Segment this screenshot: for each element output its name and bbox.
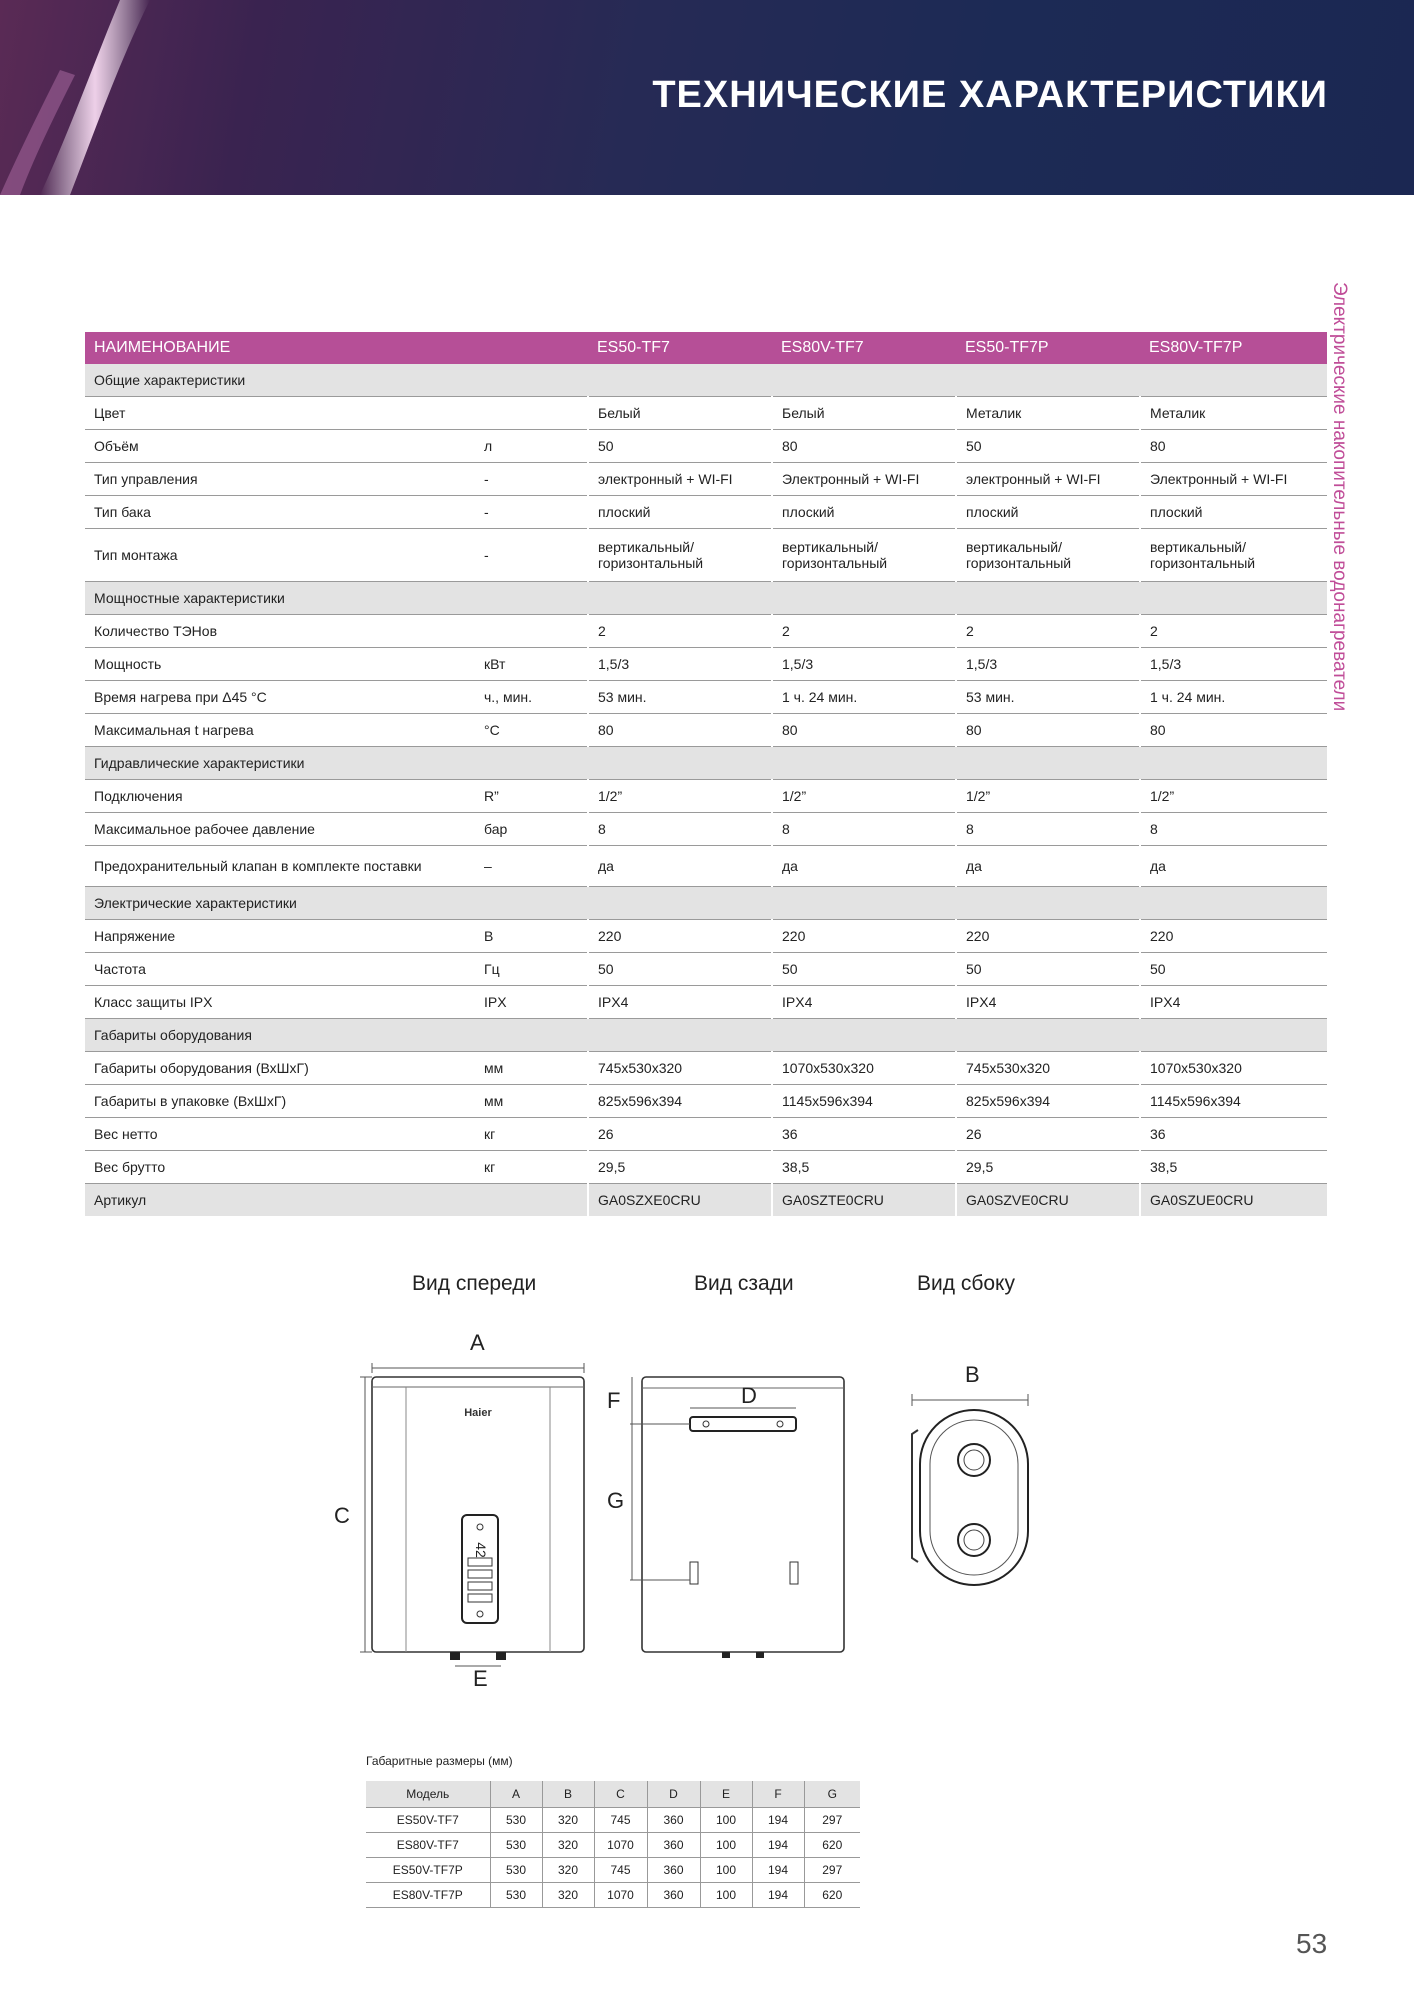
- spec-row: [85, 714, 1327, 747]
- dimension-c-label: C: [334, 1503, 350, 1528]
- spec-row: [85, 846, 1327, 887]
- spec-value: IPX4: [956, 986, 1140, 1019]
- page-number: 53: [1296, 1928, 1328, 1959]
- dimensions-cell: 530: [490, 1808, 542, 1833]
- spec-header-row: [85, 332, 1327, 364]
- spec-row: [85, 463, 1327, 496]
- spec-value: 1/2”: [772, 780, 956, 813]
- spec-unit: мм: [475, 1085, 588, 1118]
- spec-header-cell: НАИМЕНОВАНИЕ: [85, 332, 475, 364]
- spec-value: 80: [1140, 430, 1327, 463]
- spec-unit: [475, 397, 588, 430]
- back-view-drawing: [630, 1370, 850, 1670]
- spec-row: [85, 986, 1327, 1019]
- dimensions-header-cell: B: [542, 1781, 594, 1808]
- spec-value: 8: [1140, 813, 1327, 846]
- spec-value: 1145x596x394: [772, 1085, 956, 1118]
- spec-value: 29,5: [956, 1151, 1140, 1184]
- spec-value: вертикальный/ горизонтальный: [1140, 529, 1327, 582]
- dimension-b-label: B: [965, 1362, 980, 1387]
- dimensions-cell: 320: [542, 1858, 594, 1883]
- spec-value: 50: [772, 953, 956, 986]
- spec-row: [85, 397, 1327, 430]
- spec-value: 50: [1140, 953, 1327, 986]
- spec-value: 80: [1140, 714, 1327, 747]
- dimensions-cell: 100: [700, 1858, 752, 1883]
- dimensions-cell: ES50V-TF7P: [366, 1858, 490, 1883]
- spec-value: 26: [956, 1118, 1140, 1151]
- spec-value: 80: [956, 714, 1140, 747]
- dimensions-cell: 530: [490, 1883, 542, 1908]
- spec-unit: Гц: [475, 953, 588, 986]
- spec-value: 1/2”: [588, 780, 772, 813]
- dimensions-cell: ES80V-TF7P: [366, 1883, 490, 1908]
- spec-param-name: Максимальное рабочее давление: [85, 813, 475, 846]
- spec-unit: бар: [475, 813, 588, 846]
- spec-value: 38,5: [772, 1151, 956, 1184]
- spec-value: вертикальный/ горизонтальный: [956, 529, 1140, 582]
- spec-value: электронный + WI-FI: [956, 463, 1140, 496]
- spec-value: 38,5: [1140, 1151, 1327, 1184]
- spec-row: [85, 813, 1327, 846]
- spec-value: 50: [588, 430, 772, 463]
- spec-value: 220: [588, 920, 772, 953]
- spec-value: 8: [956, 813, 1140, 846]
- spec-value: 80: [772, 714, 956, 747]
- spec-unit: В: [475, 920, 588, 953]
- spec-row: [85, 681, 1327, 714]
- dimensions-row: [366, 1833, 860, 1858]
- spec-value: 80: [588, 714, 772, 747]
- side-view-drawing: [900, 1390, 1040, 1590]
- dimension-f-label: F: [607, 1388, 621, 1413]
- dimensions-cell: 530: [490, 1858, 542, 1883]
- dimensions-row: [366, 1883, 860, 1908]
- spec-section-row: [85, 1019, 1327, 1052]
- spec-value: 220: [1140, 920, 1327, 953]
- spec-value: Металик: [1140, 397, 1327, 430]
- spec-row: [85, 1052, 1327, 1085]
- dimensions-cell: 194: [752, 1808, 804, 1833]
- spec-unit: -: [475, 496, 588, 529]
- spec-param-name: Вес брутто: [85, 1151, 475, 1184]
- spec-param-name: Тип управления: [85, 463, 475, 496]
- spec-param-name: Вес нетто: [85, 1118, 475, 1151]
- spec-param-name: Объём: [85, 430, 475, 463]
- spec-param-name: Количество ТЭНов: [85, 615, 475, 648]
- spec-value: 825x596x394: [956, 1085, 1140, 1118]
- spec-unit: кг: [475, 1151, 588, 1184]
- spec-unit: ч., мин.: [475, 681, 588, 714]
- spec-value: да: [772, 846, 956, 887]
- spec-unit: –: [475, 846, 588, 887]
- front-view-drawing: [360, 1360, 600, 1672]
- spec-unit: кг: [475, 1118, 588, 1151]
- dimension-g-label: G: [607, 1488, 625, 1513]
- side-category-label: Электрические накопительные водонагреватели: [1329, 282, 1350, 712]
- spec-param-name: Габариты в упаковке (ВхШхГ): [85, 1085, 475, 1118]
- spec-value: 8: [772, 813, 956, 846]
- spec-unit: °С: [475, 714, 588, 747]
- spec-value: плоский: [1140, 496, 1327, 529]
- spec-value: 1/2”: [1140, 780, 1327, 813]
- spec-value: 8: [588, 813, 772, 846]
- spec-param-name: Габариты оборудования (ВхШхГ): [85, 1052, 475, 1085]
- dimensions-cell: 297: [804, 1858, 860, 1883]
- spec-param-name: Класс защиты IPX: [85, 986, 475, 1019]
- spec-value: 2: [1140, 615, 1327, 648]
- dimensions-cell: 100: [700, 1883, 752, 1908]
- back-view-label: Вид сзади: [694, 1272, 794, 1295]
- spec-value: вертикальный/ горизонтальный: [588, 529, 772, 582]
- dimensions-cell: 1070: [594, 1833, 647, 1858]
- dimensions-cell: 320: [542, 1808, 594, 1833]
- spec-param-name: Напряжение: [85, 920, 475, 953]
- dimensions-cell: 360: [647, 1858, 700, 1883]
- spec-value: 36: [1140, 1118, 1327, 1151]
- spec-value: 29,5: [588, 1151, 772, 1184]
- dimensions-row: [366, 1808, 860, 1833]
- spec-row: [85, 953, 1327, 986]
- dimensions-header-cell: C: [594, 1781, 647, 1808]
- spec-param-name: Максимальная t нагрева: [85, 714, 475, 747]
- spec-unit: мм: [475, 1052, 588, 1085]
- spec-param-name: Предохранительный клапан в комплекте поставки: [85, 846, 475, 887]
- spec-unit: [475, 615, 588, 648]
- spec-param-name: Частота: [85, 953, 475, 986]
- spec-value: Белый: [588, 397, 772, 430]
- spec-unit: -: [475, 463, 588, 496]
- spec-param-name: Время нагрева при Δ45 °С: [85, 681, 475, 714]
- spec-value: 1,5/3: [1140, 648, 1327, 681]
- spec-header-cell: ES50-TF7: [588, 332, 772, 364]
- spec-value: да: [588, 846, 772, 887]
- spec-header-cell: ES80V-TF7: [772, 332, 956, 364]
- spec-row: [85, 648, 1327, 681]
- spec-value: 1145x596x394: [1140, 1085, 1327, 1118]
- spec-article-row: [85, 1184, 1327, 1217]
- spec-value: 220: [772, 920, 956, 953]
- spec-value: 745x530x320: [588, 1052, 772, 1085]
- dimensions-header-row: [366, 1781, 860, 1808]
- spec-article-value: GA0SZVE0CRU: [956, 1184, 1140, 1217]
- front-view-label: Вид спереди: [412, 1272, 537, 1295]
- spec-value: Электронный + WI-FI: [772, 463, 956, 496]
- dimensions-cell: 320: [542, 1833, 594, 1858]
- spec-section-title: Гидравлические характеристики: [85, 747, 1327, 780]
- light-streak-decoration: [0, 0, 200, 195]
- spec-value: 745x530x320: [956, 1052, 1140, 1085]
- side-view-label: Вид сбоку: [917, 1272, 1015, 1295]
- spec-section-title: Электрические характеристики: [85, 887, 1327, 920]
- dimensions-table: [366, 1781, 860, 1908]
- spec-table: [85, 332, 1327, 1216]
- dimensions-cell: 745: [594, 1858, 647, 1883]
- spec-article-value: GA0SZXE0CRU: [588, 1184, 772, 1217]
- dimensions-header-cell: F: [752, 1781, 804, 1808]
- spec-param-name: Тип монтажа: [85, 529, 475, 582]
- spec-row: [85, 780, 1327, 813]
- dimension-d-label: D: [741, 1383, 757, 1408]
- dimensions-cell: 320: [542, 1883, 594, 1908]
- spec-row: [85, 1085, 1327, 1118]
- dimension-a-label: A: [470, 1330, 485, 1355]
- spec-value: 53 мин.: [588, 681, 772, 714]
- spec-value: электронный + WI-FI: [588, 463, 772, 496]
- spec-row: [85, 430, 1327, 463]
- dimensions-cell: 530: [490, 1833, 542, 1858]
- spec-row: [85, 529, 1327, 582]
- spec-param-name: Мощность: [85, 648, 475, 681]
- spec-value: 1070x530x320: [1140, 1052, 1327, 1085]
- spec-param-name: Тип бака: [85, 496, 475, 529]
- spec-value: 1,5/3: [956, 648, 1140, 681]
- spec-value: 50: [588, 953, 772, 986]
- spec-article-value: GA0SZTE0CRU: [772, 1184, 956, 1217]
- spec-value: 2: [956, 615, 1140, 648]
- spec-value: 50: [956, 953, 1140, 986]
- dimension-e-label: E: [473, 1666, 488, 1691]
- spec-row: [85, 1118, 1327, 1151]
- dimensions-row: [366, 1858, 860, 1883]
- spec-value: IPX4: [1140, 986, 1327, 1019]
- spec-value: 1070x530x320: [772, 1052, 956, 1085]
- spec-unit: R”: [475, 780, 588, 813]
- spec-value: плоский: [956, 496, 1140, 529]
- dimensions-cell: ES50V-TF7: [366, 1808, 490, 1833]
- spec-row: [85, 920, 1327, 953]
- spec-unit: л: [475, 430, 588, 463]
- spec-section-row: [85, 887, 1327, 920]
- dimensions-cell: 194: [752, 1883, 804, 1908]
- spec-value: 50: [956, 430, 1140, 463]
- dimensions-cell: 194: [752, 1833, 804, 1858]
- spec-value: IPX4: [772, 986, 956, 1019]
- spec-value: да: [956, 846, 1140, 887]
- spec-section-title: Мощностные характеристики: [85, 582, 1327, 615]
- dimensions-cell: 620: [804, 1833, 860, 1858]
- spec-header-cell: [475, 332, 588, 364]
- spec-value: вертикальный/ горизонтальный: [772, 529, 956, 582]
- spec-value: 26: [588, 1118, 772, 1151]
- spec-value: 80: [772, 430, 956, 463]
- spec-value: 1,5/3: [772, 648, 956, 681]
- dimensions-header-cell: Модель: [366, 1781, 490, 1808]
- spec-value: 1 ч. 24 мин.: [1140, 681, 1327, 714]
- spec-value: 1/2”: [956, 780, 1140, 813]
- spec-param-name: Подключения: [85, 780, 475, 813]
- spec-value: Белый: [772, 397, 956, 430]
- dimensions-cell: 360: [647, 1833, 700, 1858]
- spec-param-name: Артикул: [85, 1184, 475, 1217]
- display-readout: 42: [473, 1542, 489, 1558]
- spec-value: 1,5/3: [588, 648, 772, 681]
- spec-unit: -: [475, 529, 588, 582]
- dimensions-header-cell: A: [490, 1781, 542, 1808]
- dimensions-cell: 297: [804, 1808, 860, 1833]
- brand-logo: Haier: [464, 1407, 492, 1419]
- spec-value: Электронный + WI-FI: [1140, 463, 1327, 496]
- spec-value: 2: [588, 615, 772, 648]
- spec-section-row: [85, 747, 1327, 780]
- spec-value: плоский: [772, 496, 956, 529]
- spec-value: да: [1140, 846, 1327, 887]
- dimensions-cell: 194: [752, 1858, 804, 1883]
- spec-value: IPX4: [588, 986, 772, 1019]
- spec-row: [85, 1151, 1327, 1184]
- page-title: ТЕХНИЧЕСКИЕ ХАРАКТЕРИСТИКИ: [652, 74, 1328, 116]
- spec-unit: кВт: [475, 648, 588, 681]
- spec-value: 2: [772, 615, 956, 648]
- spec-section-title: Габариты оборудования: [85, 1019, 1327, 1052]
- dimensions-cell: 100: [700, 1833, 752, 1858]
- dimensions-cell: 620: [804, 1883, 860, 1908]
- spec-section-title: Общие характеристики: [85, 364, 1327, 397]
- spec-value: 825x596x394: [588, 1085, 772, 1118]
- spec-header-cell: ES80V-TF7P: [1140, 332, 1327, 364]
- dimensions-cell: 1070: [594, 1883, 647, 1908]
- dimensions-cell: 360: [647, 1883, 700, 1908]
- spec-article-value: GA0SZUE0CRU: [1140, 1184, 1327, 1217]
- dimensions-caption: Габаритные размеры (мм): [366, 1754, 513, 1768]
- dimensions-cell: ES80V-TF7: [366, 1833, 490, 1858]
- dimensions-cell: 745: [594, 1808, 647, 1833]
- spec-section-row: [85, 582, 1327, 615]
- dimensions-header-cell: G: [804, 1781, 860, 1808]
- spec-value: Металик: [956, 397, 1140, 430]
- spec-param-name: Цвет: [85, 397, 475, 430]
- spec-unit: [475, 1184, 588, 1217]
- spec-value: 53 мин.: [956, 681, 1140, 714]
- spec-value: 1 ч. 24 мин.: [772, 681, 956, 714]
- dimensions-header-cell: E: [700, 1781, 752, 1808]
- spec-unit: IPX: [475, 986, 588, 1019]
- spec-row: [85, 615, 1327, 648]
- header-banner: [0, 0, 1414, 195]
- dimensions-cell: 100: [700, 1808, 752, 1833]
- spec-section-row: [85, 364, 1327, 397]
- dimensions-header-cell: D: [647, 1781, 700, 1808]
- spec-value: плоский: [588, 496, 772, 529]
- spec-value: 36: [772, 1118, 956, 1151]
- spec-row: [85, 496, 1327, 529]
- dimensions-cell: 360: [647, 1808, 700, 1833]
- spec-value: 220: [956, 920, 1140, 953]
- spec-header-cell: ES50-TF7P: [956, 332, 1140, 364]
